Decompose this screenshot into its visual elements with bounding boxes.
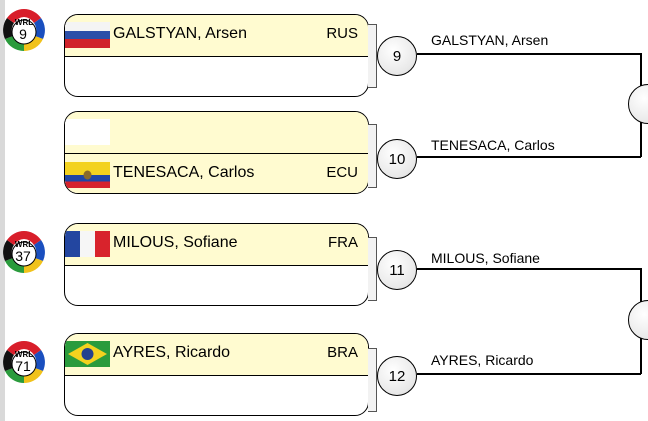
competitor-name: AYRES, Ricardo: [113, 344, 231, 361]
match-number-9[interactable]: 9: [377, 36, 417, 76]
next-round-match-circle[interactable]: [628, 300, 648, 340]
competitor-slot-top[interactable]: [65, 334, 368, 375]
match-card-12: [64, 333, 369, 416]
badge-label: WRL: [14, 350, 34, 359]
winner-line: [417, 53, 641, 55]
winner-line: [417, 268, 641, 270]
competitor-name: TENESACA, Carlos: [113, 164, 255, 181]
winner-name-match-12: AYRES, Ricardo: [431, 352, 534, 368]
winner-name-match-10: TENESACA, Carlos: [431, 137, 555, 153]
badge-label: WRL: [14, 18, 34, 27]
competitor-slot-top[interactable]: [65, 112, 368, 153]
competitor-slot-bottom[interactable]: [65, 153, 368, 194]
ranking-badge: [0, 6, 48, 54]
winner-name-match-11: MILOUS, Sofiane: [431, 250, 540, 266]
brazil-flag-icon: [65, 341, 110, 367]
winner-line: [417, 156, 641, 158]
competitor-slot-bottom[interactable]: [65, 265, 368, 306]
competitor-slot-top[interactable]: [65, 15, 368, 56]
competitor-slot-top[interactable]: [65, 224, 368, 265]
ranking-badge: [0, 338, 48, 386]
bracket-connector: [368, 24, 377, 88]
ranking-number: 37: [15, 248, 31, 264]
match-card-9: [64, 14, 369, 97]
bracket-connector: [368, 348, 377, 412]
match-number-10[interactable]: 10: [377, 139, 417, 179]
competitor-slot-bottom[interactable]: [65, 375, 368, 416]
competitor-country: BRA: [327, 344, 358, 361]
match-number-11[interactable]: 11: [377, 250, 417, 290]
competitor-name: MILOUS, Sofiane: [113, 234, 238, 251]
match-card-10: [64, 111, 369, 194]
ranking-number: 71: [15, 358, 31, 374]
match-number-12[interactable]: 12: [377, 356, 417, 396]
match-card-11: [64, 223, 369, 306]
ecuador-flag-icon: [65, 162, 110, 188]
france-flag-icon: [65, 231, 110, 257]
badge-label: WRL: [14, 240, 34, 249]
competitor-country: ECU: [326, 164, 358, 181]
competitor-name: GALSTYAN, Arsen: [113, 25, 247, 42]
competitor-country: RUS: [326, 25, 358, 42]
winner-name-match-9: GALSTYAN, Arsen: [431, 32, 549, 48]
russia-flag-icon: [65, 22, 110, 48]
winner-line: [417, 373, 641, 375]
bracket-connector: [368, 237, 377, 301]
ranking-badge: [0, 228, 48, 276]
next-round-match-circle[interactable]: [628, 84, 648, 124]
bracket-connector: [368, 124, 377, 188]
empty-flag-icon: [65, 119, 110, 145]
ranking-number: 9: [19, 26, 27, 42]
competitor-slot-bottom[interactable]: [65, 56, 368, 97]
competitor-country: FRA: [328, 234, 358, 251]
